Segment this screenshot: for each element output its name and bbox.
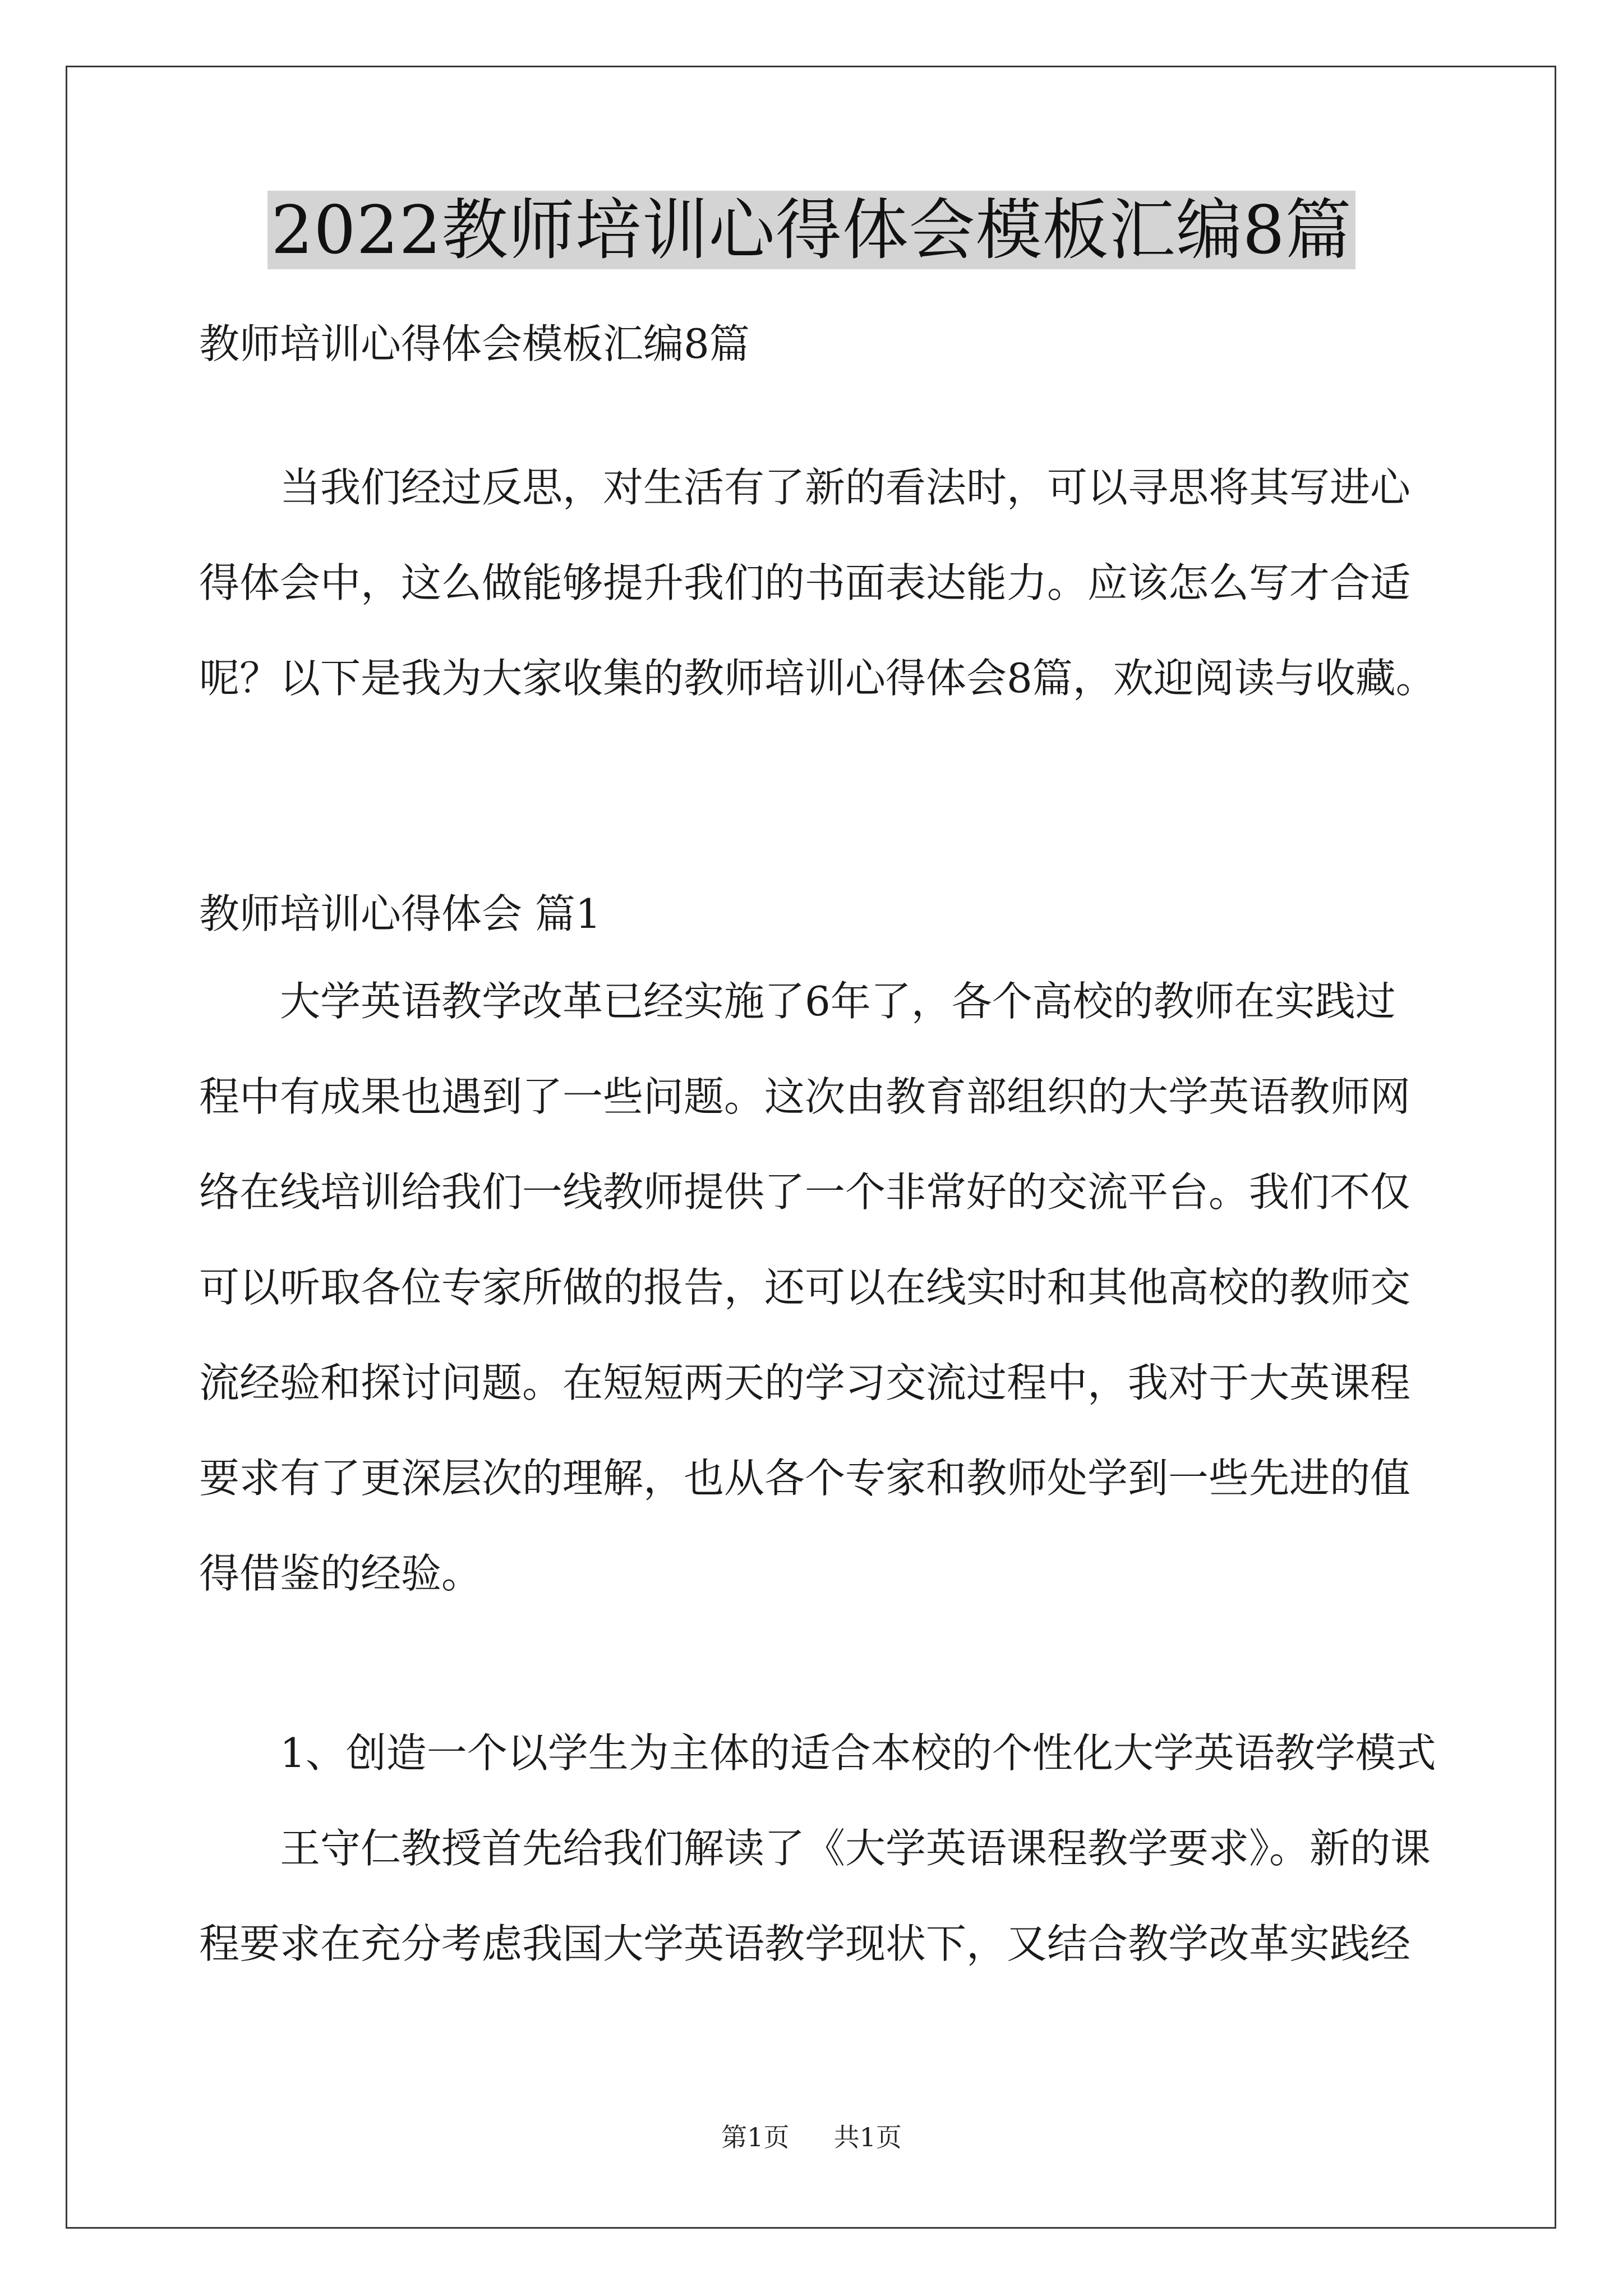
intro-paragraph <box>199 440 1436 726</box>
paragraph-line: 程要求在充分考虑我国大学英语教学现状下，又结合教学改革实践经 <box>199 1920 1411 1967</box>
page-footer <box>0 2120 1623 2154</box>
paragraph-line: 程中有成果也遇到了一些问题。这次由教育部组织的大学英语教师网 <box>199 1073 1411 1120</box>
paragraph-line: 络在线培训给我们一线教师提供了一个非常好的交流平台。我们不仅 <box>199 1168 1411 1216</box>
paragraph-line: 王守仁教授首先给我们解读了《大学英语课程教学要求》。新的课 <box>199 1825 1431 1872</box>
intro-line: 当我们经过反思，对生活有了新的看法时，可以寻思将其写进心 <box>199 464 1411 511</box>
section-heading: 教师培训心得体会 篇1 <box>199 890 601 937</box>
intro-line: 呢？以下是我为大家收集的教师培训心得体会8篇，欢迎阅读与收藏。 <box>199 655 1436 702</box>
point-1-heading: 1、创造一个以学生为主体的适合本校的个性化大学英语教学模式 <box>199 1729 1436 1777</box>
paragraph-line: 得借鉴的经验。 <box>199 1550 482 1597</box>
title-container <box>0 191 1623 269</box>
paragraph-line: 可以听取各位专家所做的报告，还可以在线实时和其他高校的教师交 <box>199 1264 1411 1311</box>
page-total: 共1页 <box>833 2122 902 2152</box>
intro-line: 得体会中，这么做能够提升我们的书面表达能力。应该怎么写才合适 <box>199 559 1411 606</box>
paragraph-line: 大学英语教学改革已经实施了6年了，各个高校的教师在实践过 <box>199 978 1396 1025</box>
paragraph-line: 要求有了更深层次的理解，也从各个专家和教师处学到一些先进的值 <box>199 1455 1411 1502</box>
document-subtitle: 教师培训心得体会模板汇编8篇 <box>199 320 750 367</box>
document-title: 2022教师培训心得体会模板汇编8篇 <box>268 191 1355 269</box>
paragraph-1 <box>199 954 1433 1621</box>
paragraph-3 <box>199 1801 1433 1991</box>
page-number: 第1页 <box>721 2122 790 2152</box>
paragraph-line: 流经验和探讨问题。在短短两天的学习交流过程中，我对于大英课程 <box>199 1359 1411 1406</box>
